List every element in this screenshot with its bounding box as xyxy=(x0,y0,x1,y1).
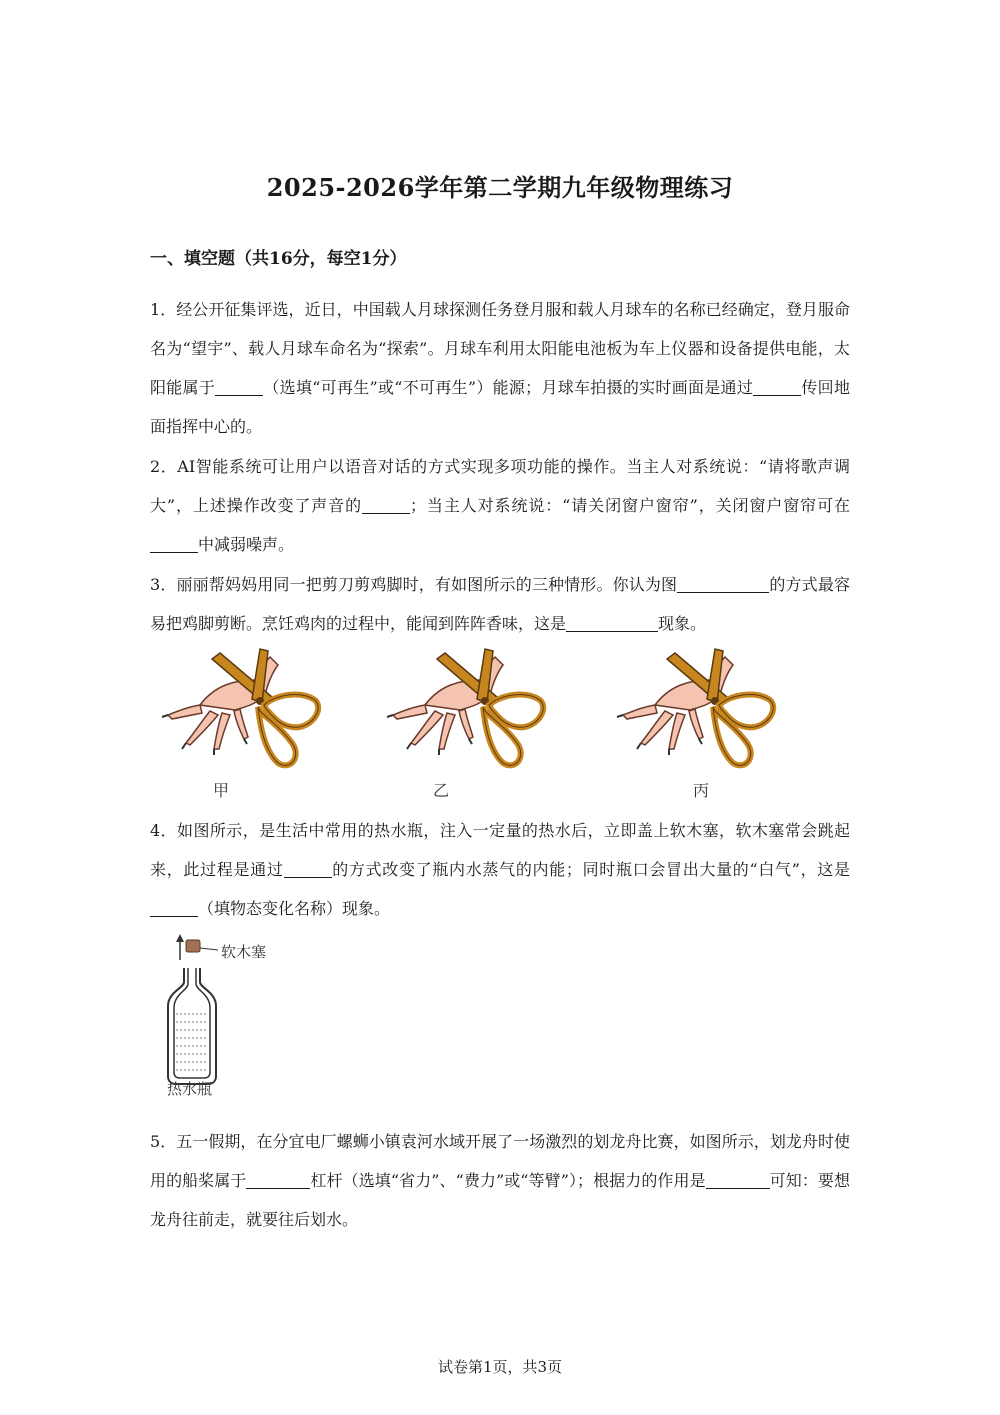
question-5: 5．五一假期，在分宜电厂螺蛳小镇袁河水域开展了一场激烈的划龙舟比赛，如图所示，划龙舟时使用的船桨属于 杠杆（选填“省力”、“费力”或“等臂”）；根据力的作用是 可知：要想龙舟往前走，就要往后划水。 xyxy=(150,1132,850,1229)
figure-label-yi: 乙 xyxy=(433,781,450,800)
answer-blank[interactable] xyxy=(362,495,410,514)
question-2: 2．AI智能系统可让用户以语音对话的方式实现多项功能的操作。当主人对系统说：“请将歌声调大”，上述操作改变了声音的 ；当主人对系统说：“请关闭窗户窗帘”，关闭窗户窗帘可在中减弱噪声。 xyxy=(150,457,850,554)
figure-label-jia: 甲 xyxy=(213,781,230,800)
question-1: 1．经公开征集评选，近日，中国载人月球探测任务登月服和载人月球车的名称已经确定，登月服命名为“望宇”、载人月球车命名为“探索”。月球车利用太阳能电池板为车上仪器和设备提供电能，太阳能属于 （选填“可再生”或“不可再生”）能源；月球车拍摄的实时画面是通过 传回地面指挥中心的。 xyxy=(150,300,850,436)
answer-blank[interactable] xyxy=(753,377,801,396)
answer-blank[interactable] xyxy=(150,534,198,553)
answer-blank[interactable] xyxy=(150,898,198,917)
answer-blank[interactable] xyxy=(215,377,263,396)
up-arrow-icon xyxy=(176,934,184,960)
thermos-bottle-icon xyxy=(168,968,216,1084)
scissors-figure xyxy=(160,645,800,775)
answer-blank[interactable] xyxy=(284,859,332,878)
answer-blank[interactable] xyxy=(706,1170,770,1189)
answer-blank[interactable] xyxy=(566,613,658,632)
exam-title: 2025-2026学年第二学期九年级物理练习 xyxy=(266,173,734,202)
page-footer: 试卷第1页，共3页 xyxy=(437,1358,563,1376)
thermos-label: 热水瓶 xyxy=(167,1080,213,1098)
figure-label-bing: 丙 xyxy=(693,781,710,800)
answer-blank[interactable] xyxy=(246,1170,310,1189)
question-4: 4．如图所示，是生活中常用的热水瓶，注入一定量的热水后，立即盖上软木塞，软木塞常会跳起来，此过程是通过 的方式改变了瓶内水蒸气的内能；同时瓶口会冒出大量的“白气”，这是（填物态变化名称）现象。 xyxy=(150,821,850,918)
answer-blank[interactable] xyxy=(677,574,769,593)
section-heading: 一、填空题（共16分，每空1分） xyxy=(150,249,407,269)
question-3: 3．丽丽帮妈妈用同一把剪刀剪鸡脚时，有如图所示的三种情形。你认为图 的方式最容易把鸡脚剪断。烹饪鸡肉的过程中，能闻到阵阵香味，这是 现象。 xyxy=(150,575,850,633)
cork-icon xyxy=(186,940,200,952)
cork-label: 软木塞 xyxy=(221,943,267,961)
